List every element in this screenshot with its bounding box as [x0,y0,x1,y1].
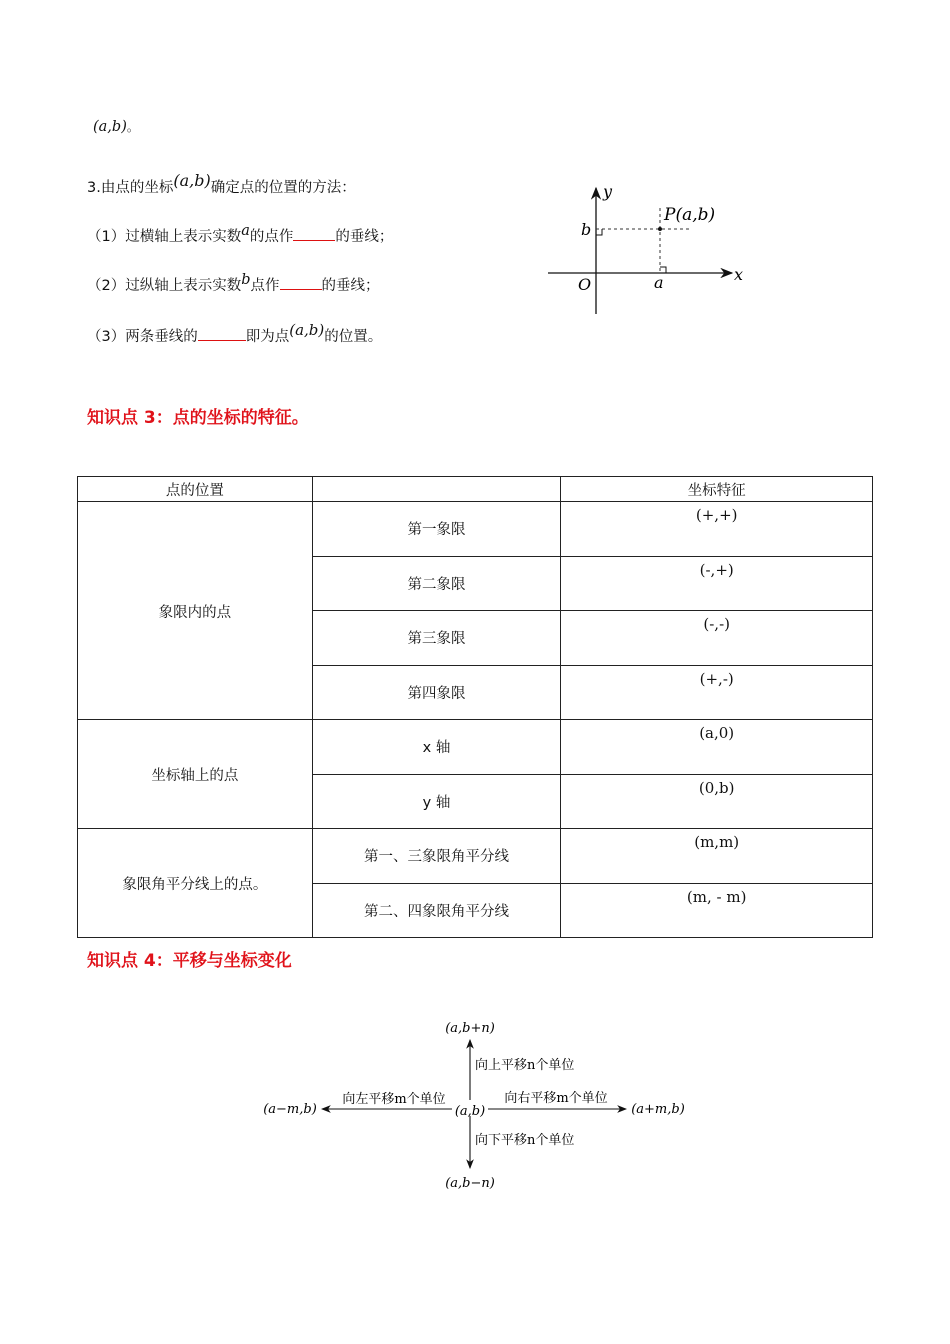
row-name: 第一、三象限角平分线 [312,829,561,884]
b-label: b [581,220,592,239]
coordinate-features-table [77,476,873,938]
section-4-heading: 知识点 4：平移与坐标变化 [87,951,292,971]
down-point: (a,b−n) [445,1176,495,1191]
y-axis-label: y [603,182,613,201]
group-label: 坐标轴上的点 [78,720,313,829]
row-value: (+,+) [561,502,873,557]
left-point: (a−m,b) [263,1102,317,1117]
point-label: P(a,b) [664,205,716,225]
fill-blank-2[interactable] [280,275,322,290]
fill-blank-3[interactable] [198,326,246,341]
center-point: (a,b) [454,1104,486,1119]
row-name: 第二象限 [312,556,561,611]
group-label: 象限内的点 [78,502,313,720]
table-header-feature: 坐标特征 [561,477,873,502]
coordinate-figure [540,180,760,320]
translation-diagram [250,1010,700,1200]
row-value: (a,0) [561,720,873,775]
top-fragment: (a,b)。 [93,119,139,135]
row-name: x 轴 [312,720,561,775]
method-step-3: （3）两条垂线的 即为点(a,b)的位置。 [87,321,383,345]
table-header-blank [312,477,561,502]
table-header-position: 点的位置 [78,477,313,502]
row-name: y 轴 [312,774,561,829]
table-header-row [78,477,873,502]
right-point: (a+m,b) [631,1102,685,1117]
up-label: 向上平移n个单位 [475,1058,575,1073]
table-row [78,829,873,884]
row-name: 第四象限 [312,665,561,720]
down-label: 向下平移n个单位 [475,1133,575,1148]
right-angle-mark-y [596,229,602,235]
up-point: (a,b+n) [445,1021,495,1036]
x-axis-label: x [734,265,744,284]
row-value: (+,-) [561,665,873,720]
row-value: (-,-) [561,611,873,666]
row-value: (m,m) [561,829,873,884]
point-p [658,227,662,231]
group-label: 象限角平分线上的点。 [78,829,313,938]
method-title: 3.由点的坐标(a,b)确定点的位置的方法： [87,171,356,196]
row-name: 第二、四象限角平分线 [312,883,561,938]
left-label: 向左平移m个单位 [342,1092,446,1107]
method-step-2: （2）过纵轴上表示实数b点作 的垂线； [87,272,380,294]
row-value: (m, - m) [561,883,873,938]
coord-ab: (a,b) [93,119,127,135]
origin-label: O [578,275,592,294]
section-3-heading: 知识点 3：点的坐标的特征。 [87,408,309,428]
row-name: 第一象限 [312,502,561,557]
row-name: 第三象限 [312,611,561,666]
method-step-1: （1）过横轴上表示实数a的点作 的垂线； [87,223,394,245]
table-row [78,502,873,557]
row-value: (0,b) [561,774,873,829]
a-label: a [654,273,664,292]
table-row [78,720,873,775]
right-label: 向右平移m个单位 [504,1091,608,1106]
fill-blank-1[interactable] [293,226,335,241]
row-value: (-,+) [561,556,873,611]
